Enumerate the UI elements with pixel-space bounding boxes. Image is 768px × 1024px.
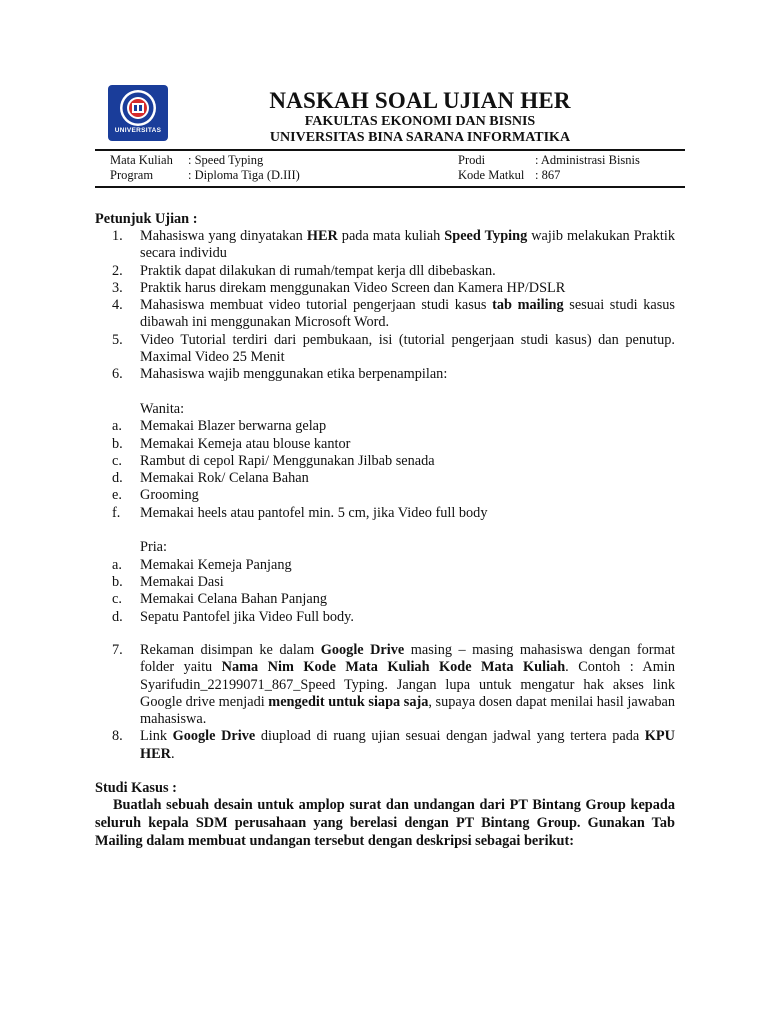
instruction-item-5: 5. Video Tutorial terdiri dari pembukaan, isi (tutorial pengerjaan studi kasus) dan penutup. Maximal Video 25 Menit [112,331,675,366]
instruction-item-6: 6. Mahasiswa wajib menggunakan etika berpenampilan: [112,366,448,383]
instructions-heading: Petunjuk Ujian : [95,211,198,227]
instruction-list [112,228,675,626]
course-info-left [110,153,300,183]
university-name: UNIVERSITAS BINA SARANA INFORMATIKA [269,130,571,145]
header-divider-top [95,149,685,151]
instruction-item-8: 8. Link Google Drive diupload di ruang ujian sesuai dengan jadwal yang tertera pada KPU HER. [112,728,675,762]
kode-matkul-label: Kode Matkul [458,168,525,182]
wanita-label: Wanita: [140,400,185,417]
mata-kuliah-label: Mata Kuliah [110,153,173,167]
page-title: NASKAH SOAL UJIAN HER [269,88,571,113]
list-item: b. Memakai Kemeja atau blouse kantor [112,435,351,452]
instruction-list-continued [112,642,675,763]
mata-kuliah-value: : Speed Typing [188,153,264,167]
list-item: a. Memakai Kemeja Panjang [112,556,292,573]
list-item: c. Rambut di cepol Rapi/ Menggunakan Jilbab senada [112,452,435,469]
prodi-label: Prodi [458,153,486,167]
header-divider-bottom [95,186,685,188]
list-item: c. Memakai Celana Bahan Panjang [112,591,327,608]
logo-text: UNIVERSITAS [114,127,162,134]
university-emblem-icon [118,88,158,128]
list-item: d. Memakai Rok/ Celana Bahan [112,470,309,487]
header-titles [160,88,680,146]
instruction-item-3: 3. Praktik harus direkam menggunakan Video Screen dan Kamera HP/DSLR [112,279,566,296]
program-label: Program [110,168,154,182]
kode-matkul-value: : 867 [535,168,561,182]
studi-kasus-heading: Studi Kasus : [95,780,177,796]
instruction-item-2: 2. Praktik dapat dilakukan di rumah/tempat kerja dll dibebaskan. [112,262,496,279]
program-value: : Diploma Tiga (D.III) [188,168,300,182]
list-item: f. Memakai heels atau pantofel min. 5 cm, jika Video full body [112,504,488,521]
pria-list [112,557,675,626]
list-item: e. Grooming [112,487,199,504]
prodi-value: : Administrasi Bisnis [535,153,640,167]
list-item: b. Memakai Dasi [112,573,224,590]
faculty-name: FAKULTAS EKONOMI DAN BISNIS [304,114,536,129]
instruction-item-1: 1. Mahasiswa yang dinyatakan HER pada mata kuliah Speed Typing wajib melakukan Praktik secara individu [112,228,675,262]
list-item: a. Memakai Blazer berwarna gelap [112,418,327,435]
university-logo [108,85,168,141]
course-info-right [458,153,640,183]
list-item: d. Sepatu Pantofel jika Video Full body. [112,608,354,625]
pria-label: Pria: [140,539,168,556]
instruction-item-4: 4. Mahasiswa membuat video tutorial pengerjaan studi kasus tab mailing sesuai studi kasus dibawah ini menggunakan Microsoft Word. [112,297,675,331]
instruction-item-7: 7. Rekaman disimpan ke dalam Google Drive masing – masing mahasiswa dengan format folder yaitu Nama Nim Kode Mata Kuliah Kode Mata Kuliah. Contoh : Amin Syarifudin_22199071_867_Speed Typing. Jangan lupa untuk mengatur hak akses link Google drive menjadi mengedit untuk siapa saja, supaya dosen dapat menilai hasil jawaban mahasiswa. [112,642,676,728]
wanita-list [112,418,675,522]
studi-kasus-body: Buatlah sebuah desain untuk amplop surat dan undangan dari PT Bintang Group kepada seluruh kepala SDM perusahaan yang berelasi dengan PT Bintang Group. Gunakan Tab Mailing dalam membuat undangan tersebut dengan deskripsi sebagai berikut: [95,797,675,849]
